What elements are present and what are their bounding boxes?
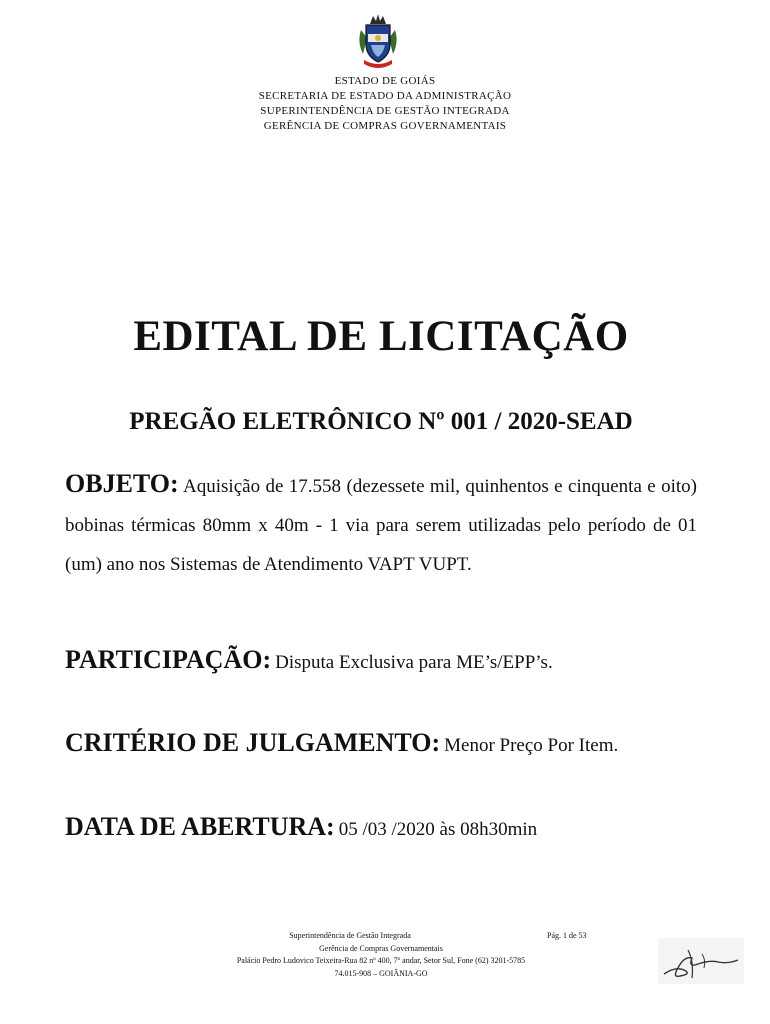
criterio-text: Menor Preço Por Item. xyxy=(444,735,619,756)
document-title: EDITAL DE LICITAÇÃO xyxy=(133,313,629,360)
document-subtitle: PREGÃO ELETRÔNICO Nº 001 / 2020-SEAD xyxy=(129,408,633,435)
header-line-superintendency: SUPERINTENDÊNCIA DE GESTÃO INTEGRADA xyxy=(260,105,510,117)
criterio-section xyxy=(65,728,697,758)
page-number: Pág. 1 de 53 xyxy=(547,931,587,940)
signature-icon xyxy=(658,938,744,984)
abertura-label: DATA DE ABERTURA: xyxy=(65,812,335,841)
abertura-text: 05 /03 /2020 às 08h30min xyxy=(338,819,538,840)
agency-header xyxy=(0,74,770,134)
footer-address: Palácio Pedro Ludovico Teixeira-Rua 82 nº 400, 7º andar, Setor Sul, Fone (62) 3201-5785 xyxy=(236,956,526,965)
header-line-secretariat: SECRETARIA DE ESTADO DA ADMINISTRAÇÃO xyxy=(258,90,512,102)
objeto-label: OBJETO: xyxy=(65,469,179,498)
participacao-section xyxy=(65,645,697,675)
page-footer xyxy=(0,930,770,980)
footer-line-superintendency: Superintendência de Gestão Integrada xyxy=(289,931,411,940)
participacao-text: Disputa Exclusiva para ME’s/EPP’s. xyxy=(275,652,553,673)
footer-line-management: Gerência de Compras Governamentais xyxy=(319,943,443,953)
header-line-state: ESTADO DE GOIÁS xyxy=(334,75,436,87)
objeto-text: Aquisição de 17.558 (dezessete mil, quinhentos e cinquenta e oito) bobinas térmicas 80mm x 40m - 1 via para serem utilizadas pelo período de 01 (um) ano nos Sistemas de Atendimento VAPT VUPT. xyxy=(65,476,697,575)
coat-of-arms-icon xyxy=(355,12,401,70)
objeto-section xyxy=(65,464,697,584)
header-line-management: GERÊNCIA DE COMPRAS GOVERNAMENTAIS xyxy=(263,120,507,132)
abertura-section xyxy=(65,812,697,842)
footer-zip-city: 74.015-908 – GOIÂNIA-GO xyxy=(334,968,428,978)
participacao-label: PARTICIPAÇÃO: xyxy=(65,645,272,674)
criterio-label: CRITÉRIO DE JULGAMENTO: xyxy=(65,728,441,757)
